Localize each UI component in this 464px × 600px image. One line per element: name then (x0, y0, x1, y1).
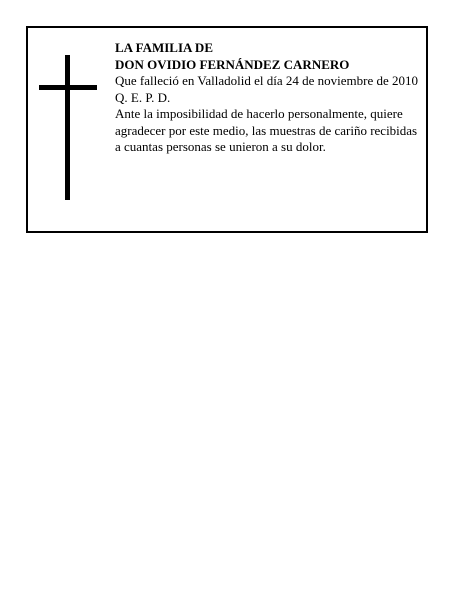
cross-vertical-bar (65, 55, 70, 200)
cross-icon (38, 55, 98, 200)
notice-heading-line1: LA FAMILIA DE (115, 40, 213, 55)
notice-heading-line2: DON OVIDIO FERNÁNDEZ CARNERO (115, 56, 350, 72)
notice-message: Ante la imposibilidad de hacerlo personalmente, quiere agradecer por este medio, las muestras de cariño recibidas a cuantas personas se unieron a su dolor. (115, 106, 418, 154)
obituary-notice (26, 26, 428, 233)
notice-text (115, 40, 420, 156)
notice-death-line: Que falleció en Valladolid el día 24 de noviembre de 2010 (115, 73, 418, 88)
notice-qepd: Q. E. P. D. (115, 89, 171, 105)
cross-horizontal-bar (39, 85, 97, 90)
